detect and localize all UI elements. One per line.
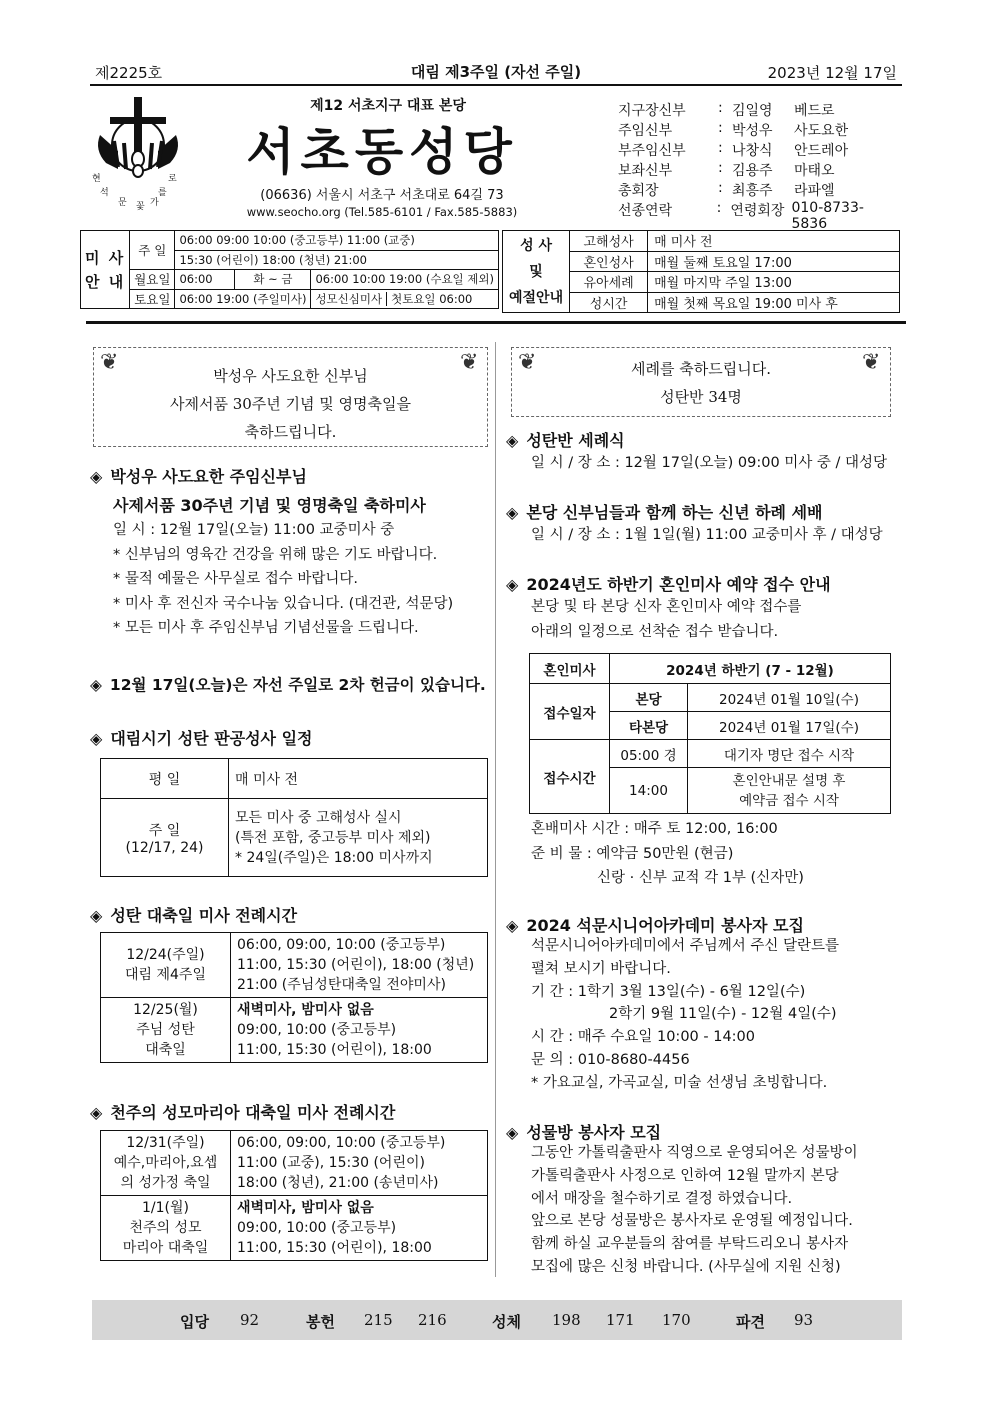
svg-text:문: 문 <box>118 198 127 208</box>
cross-logo-icon <box>88 95 196 215</box>
section-body: 그동안 가톨릭출판사 직영으로 운영되어온 성물방이 가톨릭출판사 사정으로 인하여 12월 말까지 본당 에서 매장을 철수하기로 결정 하였습니다. 앞으로 본당 성물방은 봉사자로 운영될 예정입니다. 함께 하실 교우분들의 참여를 부탁드리오니 봉사자 모집에 많은 신청 바랍니다. (사무실에 지원 신청) <box>531 1145 858 1275</box>
ornament-icon: ❦ <box>460 350 479 375</box>
section-body: 석문시니어아카데미에서 주님께서 주신 달란트를 펼쳐 보시기 바랍니다. 기 간 : 1학기 3월 13일(수) - 6월 12일(수) 2학기 9월 11일(수) - 12월 4일(수) 시 간 : 매주 수요일 10:00 - 14:00 문 의 : 010-8680-4456 * 가요교실, 가곡교실, 미술 선생님 초빙합니다. <box>531 938 839 1091</box>
svg-text:석: 석 <box>100 188 109 198</box>
congrats-box-priest: 박성우 사도요한 신부님 사제서품 30주년 기념 및 영명축일을 축하드립니다. <box>93 347 488 447</box>
christmas-mass-table: 12/24(주일) 대림 제4주일 06:00, 09:00, 10:00 (중고등부) 11:00, 15:30 (어린이), 18:00 (청년) 21:00 (주님성탄대축일 전야미사) 12/25(월) 주님 성탄 대축일 새벽미사, 밤미사 없음 09:00, 10:00 (중고등부) 11:00, 15:30 (어린이), 18:00 <box>100 932 488 1063</box>
parish-subtitle: 제12 서초지구 대표 본당 <box>310 98 466 114</box>
diamond-icon: ◈ <box>90 729 103 748</box>
issue-date: 2023년 12월 17일 <box>767 64 897 82</box>
staff-row: 총회장 : 최흥주 라파엘 <box>618 180 835 199</box>
diamond-icon: ◈ <box>506 503 519 522</box>
diamond-icon: ◈ <box>90 1103 103 1122</box>
section-title: ◈ 2024년도 하반기 혼인미사 예약 접수 안내 <box>506 575 831 594</box>
section-title: ◈ 성물방 봉사자 모집 <box>506 1123 662 1142</box>
mary-feast-mass-table: 12/31(주일) 예수,마리아,요셉 의 성가정 축일 06:00, 09:00, 10:00 (중고등부) 11:00 (교중), 15:30 (어린이) 18:00 (청년), 21:00 (송년미사) 1/1(월) 천주의 성모 마리아 대축일 새벽미사, 밤미사 없음 09:00, 10:00 (중고등부) 11:00, 15:30 (어린이), 18:00 <box>100 1130 488 1261</box>
section-title: ◈ 천주의 성모마리아 대축일 미사 전례시간 <box>90 1103 396 1122</box>
section-title: ◈ 12월 17일(오늘)은 자선 주일로 2차 헌금이 있습니다. <box>90 676 486 694</box>
diamond-icon: ◈ <box>90 467 103 486</box>
ornament-icon: ❦ <box>518 350 537 375</box>
diamond-icon: ◈ <box>90 676 102 694</box>
top-bar <box>90 58 902 86</box>
diamond-icon: ◈ <box>506 916 519 935</box>
column-divider <box>495 342 496 1277</box>
section-title: ◈ 2024 석문시니어아카데미 봉사자 모집 <box>506 916 804 935</box>
parish-web: www.seocho.org (Tel.585-6101 / Fax.585-5883) <box>246 205 518 219</box>
svg-text:현: 현 <box>92 174 101 184</box>
section-title: ◈ 대림시기 성탄 판공성사 일정 <box>90 729 313 748</box>
svg-text:를: 를 <box>158 188 167 198</box>
section-body: 일 시 / 장 소 : 1월 1일(월) 11:00 교중미사 후 / 대성당 <box>531 527 883 543</box>
confession-table: 평 일 매 미사 전 주 일 (12/17, 24) 모든 미사 중 고해성사 실시 (특전 포함, 중고등부 미사 제외) * 24일(주일)은 18:00 미사까지 <box>100 758 488 877</box>
staff-row: 보좌신부 : 김용주 마태오 <box>618 160 835 179</box>
section-title: ◈ 성탄 대축일 미사 전례시간 <box>90 906 298 925</box>
parish-name: 서초동성당 <box>246 123 518 181</box>
diamond-icon: ◈ <box>506 431 519 450</box>
staff-list <box>618 100 898 232</box>
svg-text:로: 로 <box>168 174 177 184</box>
diamond-icon: ◈ <box>90 906 103 925</box>
congrats-box-baptism: 세례를 축하드립니다. 성탄반 34명 <box>511 347 891 417</box>
sacrament-table: 성 사 및 예절안내 고해성사 매 미사 전 혼인성사 매월 둘째 토요일 17:00 유아세례 매월 마지막 주일 13:00 성시간 매월 첫째 목요일 19:00 미사 후 <box>502 230 900 313</box>
mass-schedule-table: 미 사 안 내 주 일 06:00 09:00 10:00 (중고등부) 11:00 (교중) 15:30 (어린이) 18:00 (청년) 21:00 월요일 06:00 화 ~ 금 06:00 10:00 19:00 (수요일 제외) 토요일 06:00 19:00 (주일미사) 성모신심미사 첫토요일 06:00 <box>80 230 499 309</box>
section-subtitle: 사제서품 30주년 기념 및 영명축일 축하미사 <box>113 496 426 515</box>
svg-text:꽃: 꽃 <box>136 202 145 212</box>
attendance-stats-bar: 입당 92 봉헌 215 216 성체 198 171 170 파견 93 <box>92 1300 902 1340</box>
ornament-icon: ❦ <box>100 350 119 375</box>
section-body: 일 시 : 12월 17일(오늘) 11:00 교중미사 중 * 신부님의 영육간 건강을 위해 많은 기도 바랍니다. * 물적 예물은 사무실로 접수 바랍니다. * 미사 후 전신자 국수나눔 있습니다. (대건관, 석문당) * 모든 미사 후 주임신부님 기념선물을 드립니다. <box>113 522 454 636</box>
svg-text:가: 가 <box>150 198 159 208</box>
issue-number: 제2225호 <box>95 64 163 82</box>
staff-row: 주임신부 : 박성우 사도요한 <box>618 120 849 139</box>
section-body: 본당 및 타 본당 신자 혼인미사 예약 접수를 아래의 일정으로 선착순 접수 받습니다. <box>531 599 802 640</box>
diamond-icon: ◈ <box>506 1123 519 1142</box>
section-title: ◈ 성탄반 세례식 <box>506 431 625 450</box>
staff-row: 지구장신부 : 김일영 베드로 <box>618 100 835 119</box>
ornament-icon: ❦ <box>862 350 881 375</box>
parish-logo <box>88 95 196 215</box>
staff-row: 부주임신부 : 나창식 안드레아 <box>618 140 849 159</box>
parish-address: (06636) 서울시 서초구 서초대로 64길 73 <box>260 188 504 203</box>
liturgical-sunday: 대림 제3주일 (자선 주일) <box>410 63 582 81</box>
section-body: 일 시 / 장 소 : 12월 17일(오늘) 09:00 미사 중 / 대성당 <box>531 455 888 471</box>
diamond-icon: ◈ <box>506 575 519 594</box>
section-title: ◈ 본당 신부님들과 함께 하는 신년 하례 세배 <box>506 503 823 522</box>
staff-row: 선종연락 : 연령회장 010-8733-5836 <box>618 200 864 232</box>
header-divider <box>86 321 906 324</box>
wedding-reservation-table: 혼인미사 2024년 하반기 (7 - 12월) 접수일자 본당 2024년 01월 10일(수) 타본당 2024년 01월 17일(수) 접수시간 05:00 경 대기자 명단 접수 시작 14:00 혼인안내문 설명 후 예약금 접수 시작 <box>529 653 891 814</box>
section-body: 혼배미사 시간 : 매주 토 12:00, 16:00 준 비 물 : 예약금 50만원 (현금) 신랑 · 신부 교적 각 1부 (신자만) <box>531 821 804 886</box>
section-title: ◈ 박성우 사도요한 주임신부님 <box>90 467 307 486</box>
